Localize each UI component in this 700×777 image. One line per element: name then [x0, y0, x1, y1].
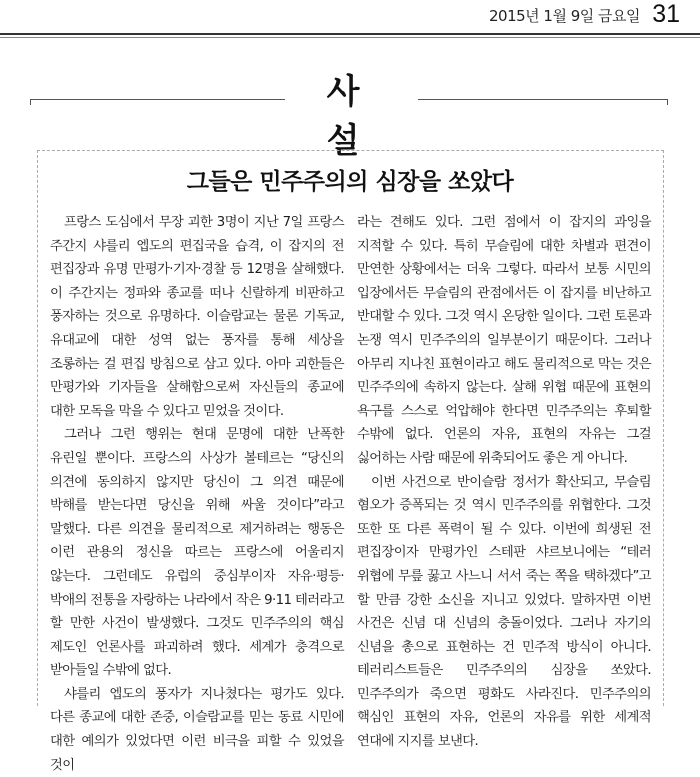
section-title: 사 설 — [326, 72, 378, 161]
section-divider-left-tick — [30, 99, 31, 105]
article-column-left — [50, 211, 344, 777]
section-divider-left — [30, 99, 285, 100]
section-divider-right-tick — [667, 99, 668, 105]
issue-date: 2015년 1월 9일 금요일 — [488, 7, 640, 25]
paragraph: 프랑스 도심에서 무장 괴한 3명이 지난 7일 프랑스 주간지 샤를리 엡도의 편집국을 습격, 이 잡지의 전 편집장과 유명 만평가·기자·경찰 등 12명을 살해했다. 이 주간지는 정파와 종교를 떠나 신랄하게 비판하고 풍자하는 것으로 유명하다. 이슬람교는 물론 기독교, 유대교에 대한 성역 없는 풍자를 통해 세상을 조롱하는 걸 편집 방침으로 삼고 있다. 아마 괴한들은 만평가와 기자들을 살해함으로써 자신들의 종교에 대한 모독을 막을 수 있다고 믿었을 것이다. — [50, 215, 344, 419]
paragraph: 샤를리 엡도의 풍자가 지나쳤다는 평가도 있다. 다른 종교에 대한 존중, 이슬람교를 믿는 동료 시민에 대한 예의가 있었다면 이런 비극을 피할 수 있었을 것이 — [50, 686, 344, 773]
paragraph: 이번 사건으로 반이슬람 정서가 확산되고, 무슬림 혐오가 증폭되는 것 역시 민주주의를 위협한다. 그것 또한 또 다른 폭력이 될 수 있다. 이번에 희생된 전 편집장이자 만평가인 스테판 샤르보니에는 “테러 위협에 무릎 꿇고 사느니 서서 죽는 쪽을 택하겠다”고 할 만큼 강한 소신을 지니고 있었다. 말하자면 이번 사건은 신념 대 신념의 충돌이었다. 그러나 자기의 신념을 총으로 표현하는 건 민주적 방식이 아니다. 테러리스트들은 민주주의의 심장을 쏘았다. 민주주의가 죽으면 평화도 사라진다. 민주주의의 핵심인 표현의 자유, 언론의 자유를 위한 세계적 연대에 지지를 보낸다. — [357, 474, 651, 750]
section-divider-right — [418, 99, 668, 100]
editorial-headline: 그들은 민주주의의 심장을 쏘았다 — [186, 169, 514, 195]
page-number: 31 — [652, 0, 680, 28]
header-rule-thin — [0, 37, 700, 38]
header-rule — [0, 33, 700, 35]
paragraph: 그러나 그런 행위는 현대 문명에 대한 난폭한 유린일 뿐이다. 프랑스의 사상가 볼테르는 “당신의 의견에 동의하지 않지만 당신이 그 의견 때문에 박해를 받는다면 당신을 위해 싸울 것이다”라고 말했다. 다른 의견을 물리적으로 제거하려는 행동은 이런 관용의 정신을 따르는 프랑스에 어울리지 않는다. 그런데도 유럽의 중심부이자 자유·평등·박애의 전통을 자랑하는 나라에서 작은 9·11 테러라고 할 만한 사건이 발생했다. 그것도 민주주의의 핵심 제도인 언론사를 파괴하려 했다. 세계가 충격으로 받아들일 수밖에 없다. — [50, 427, 344, 679]
article-column-right — [357, 211, 651, 754]
paragraph: 라는 견해도 있다. 그런 점에서 이 잡지의 과잉을 지적할 수 있다. 특히 무슬림에 대한 차별과 편견이 만연한 상황에서는 더욱 그렇다. 따라서 보통 시민의 입장에서든 무슬림의 관점에서든 이 잡지를 비난하고 반대할 수 있다. 그것 역시 온당한 일이다. 그런 토론과 논쟁 역시 민주주의의 일부분이기 때문이다. 그러나 아무리 지나친 표현이라고 해도 물리적으로 막는 것은 민주주의에 속하지 않는다. 살해 위협 때문에 표현의 욕구를 스스로 억압해야 한다면 민주주의는 후퇴할 수밖에 없다. 언론의 자유, 표현의 자유는 그걸 싫어하는 사람 때문에 위축되어도 좋은 게 아니다. — [357, 215, 651, 466]
